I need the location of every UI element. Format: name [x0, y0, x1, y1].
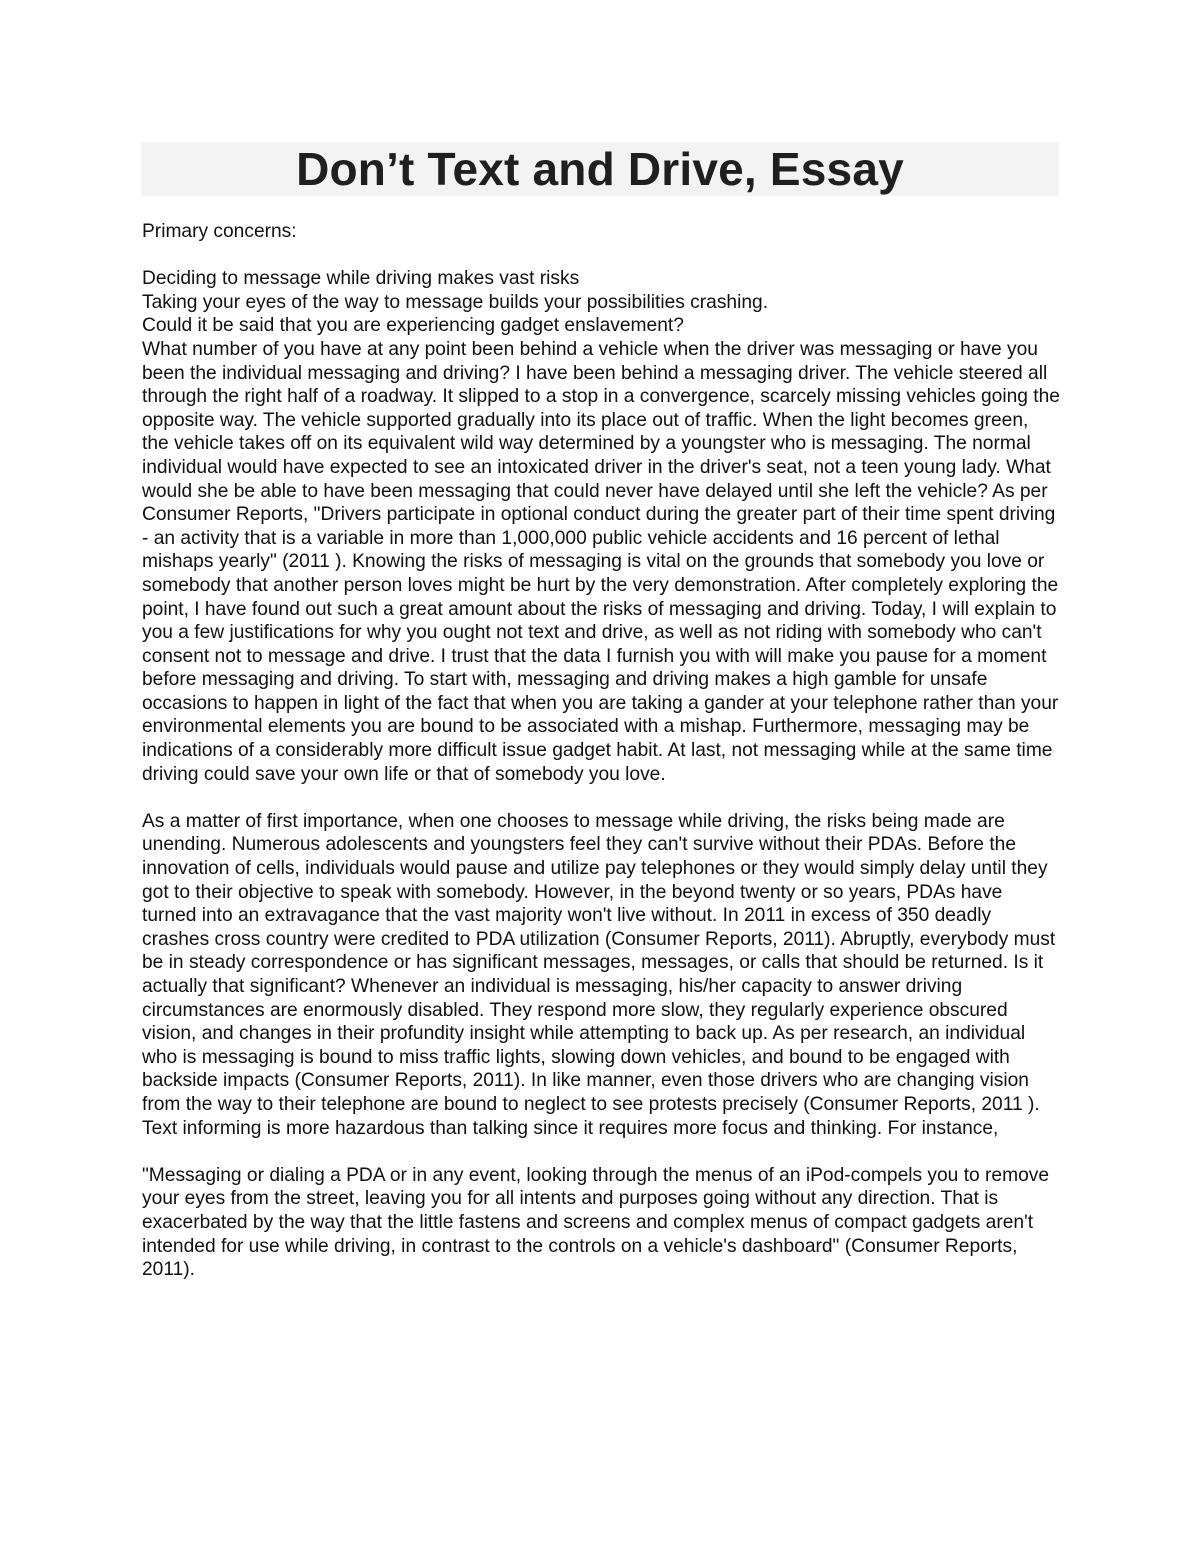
spacer — [142, 244, 1060, 268]
spacer — [142, 1140, 1060, 1164]
body-paragraph: What number of you have at any point been behind a vehicle when the driver was messaging or have you been the individual messaging and driving? I have been behind a messaging driver. The vehicle steered all through the right half of a roadway. It slipped to a stop in a convergence, scarcely missing vehicles going the opposite way. The vehicle supported gradually into its place out of traffic. When the light becomes green, the vehicle takes off on its equivalent wild way determined by a youngster who is messaging. The normal individual would have expected to see an intoxicated driver in the driver's seat, not a teen young lady. What would she be able to have been messaging that could never have delayed until she left the vehicle? As per Consumer Reports, "Drivers participate in optional conduct during the greater part of their time spent driving - an activity that is a variable in more than 1,000,000 public vehicle accidents and 16 percent of lethal mishaps yearly" (2011 ). Knowing the risks of messaging is vital on the grounds that somebody you love or somebody that another person loves might be hurt by the very demonstration. After completely exploring the point, I have found out such a great amount about the risks of messaging and driving. Today, I will explain to you a few justifications for why you ought not text and drive, as well as not riding with somebody who can't consent not to message and drive. I trust that the data I furnish you with will make you pause for a moment before messaging and driving. To start with, messaging and driving makes a high gamble for unsafe occasions to happen in light of the fact that when you are taking a gander at your telephone rather than your environmental elements you are bound to be associated with a mishap. Furthermore, messaging may be indications of a considerably more difficult issue gadget habit. At last, not messaging while at the same time driving could save your own life or that of somebody you love. — [142, 338, 1060, 785]
concern-line: Could it be said that you are experiencing gadget enslavement? — [142, 315, 684, 337]
spacer — [142, 786, 1060, 810]
quote-paragraph: "Messaging or dialing a PDA or in any event, looking through the menus of an iPod-compels you to remove your eyes from the street, leaving you for all intents and purposes going without any direction. That is exacerbated by the way that the little fastens and screens and complex menus of compact gadgets aren't intended for use while driving, in contrast to the controls on a vehicle's dashboard" (Consumer Reports, 2011). — [142, 1164, 1050, 1281]
body-paragraph: As a matter of first importance, when one chooses to message while driving, the risks being made are unending. Numerous adolescents and youngsters feel they can't survive without their PDAs. Before the innovation of cells, individuals would pause and utilize pay telephones or they would simply delay until they got to their objective to speak with somebody. However, in the beyond twenty or so years, PDAs have turned into an extravagance that the vast majority won't live without. In 2011 in excess of 350 deadly crashes cross country were credited to PDA utilization (Consumer Reports, 2011). Abruptly, everybody must be in steady correspondence or has significant messages, messages, or calls that should be returned. Is it actually that significant? Whenever an individual is messaging, his/her capacity to answer driving circumstances are enormously disabled. They respond more slow, they regularly experience obscured vision, and changes in their profundity insight while attempting to back up. As per research, an individual who is messaging is bound to miss traffic lights, slowing down vehicles, and bound to be engaged with backside impacts (Consumer Reports, 2011). In like manner, even those drivers who are changing vision from the way to their telephone are bound to neglect to see protests precisely (Consumer Reports, 2011 ). Text informing is more hazardous than talking since it requires more focus and thinking. For instance, — [142, 810, 1056, 1139]
document-body — [142, 220, 1060, 1282]
concern-line: Taking your eyes of the way to message builds your possibilities crashing. — [142, 291, 769, 313]
document-title: Don’t Text and Drive, Essay — [296, 143, 904, 195]
intro-heading: Primary concerns: — [142, 221, 297, 242]
concern-line: Deciding to message while driving makes vast risks — [142, 268, 580, 290]
